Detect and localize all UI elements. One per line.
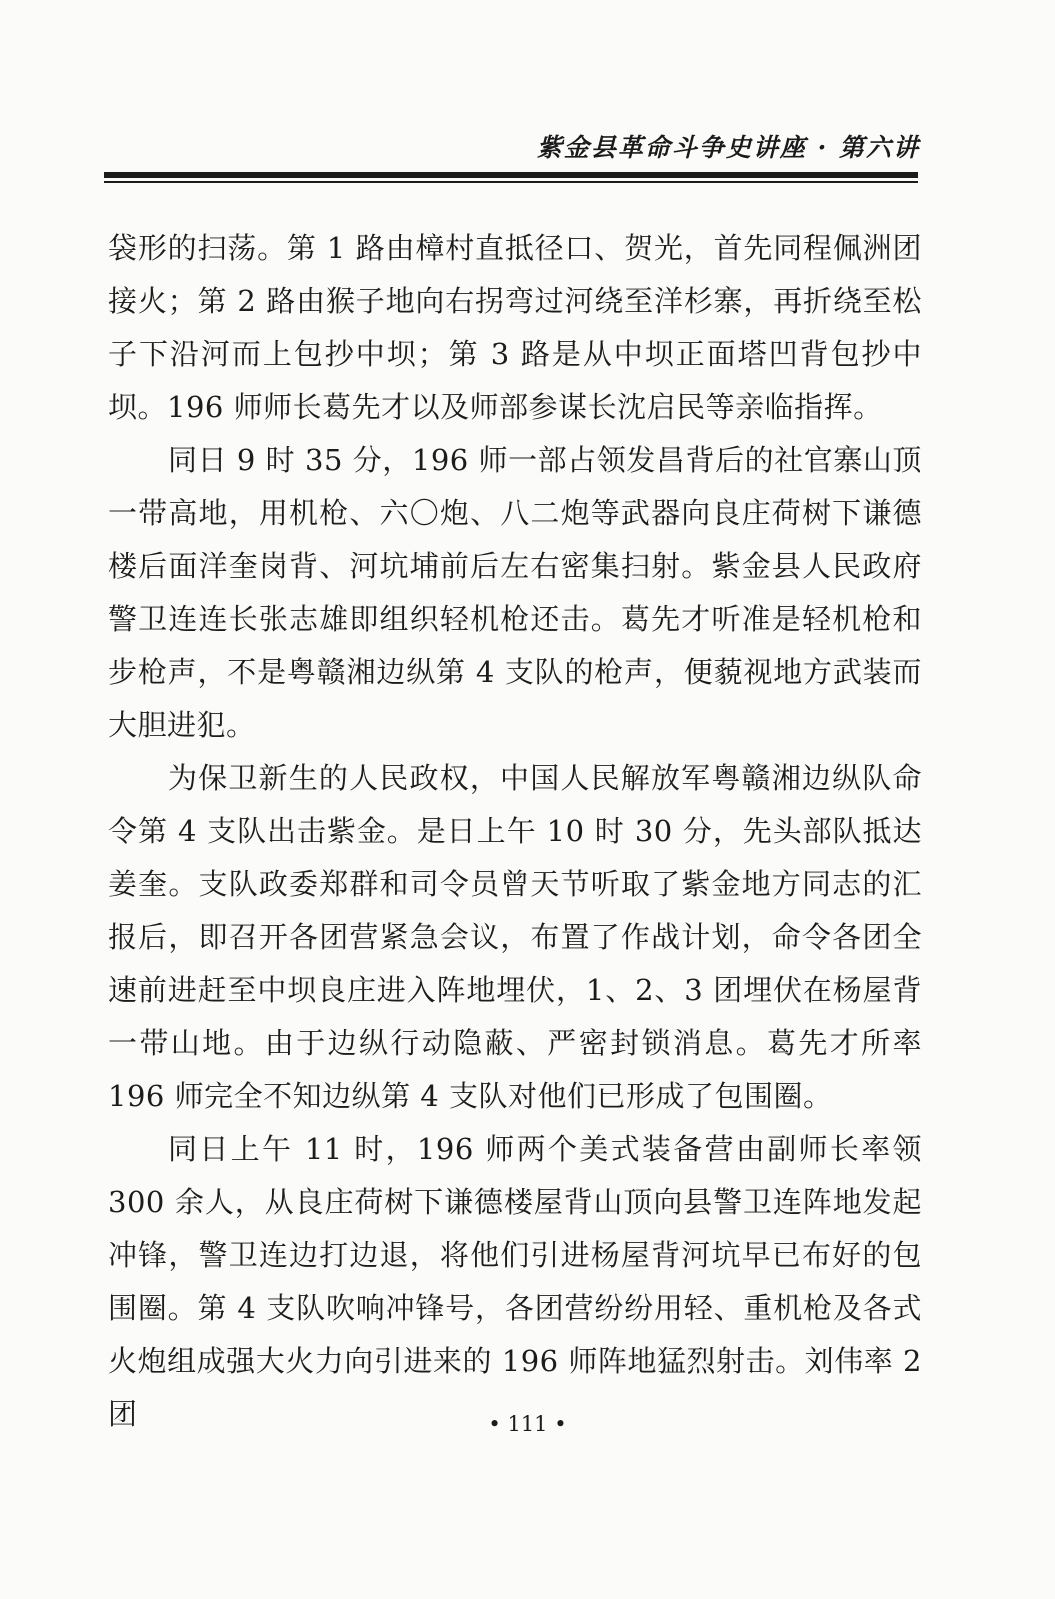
paragraph-1: 袋形的扫荡。第 1 路由樟村直抵径口、贺光，首先同程佩洲团接火；第 2 路由猴子地向右拐弯过河绕至洋杉寨，再折绕至松子下沿河而上包抄中坝；第 3 路是从中坝正面塔凹背包抄中坝。196 师师长葛先才以及师部参谋长沈启民等亲临指挥。: [108, 231, 922, 424]
running-header-title: 紫金县革命斗争史讲座 · 第六讲: [536, 133, 920, 162]
paragraph-2: 同日 9 时 35 分，196 师一部占领发昌背后的社官寨山顶一带高地，用机枪、六〇炮、八二炮等武器向良庄荷树下谦德楼后面洋奎岗背、河坑埔前后左右密集扫射。紫金县人民政府警卫连连长张志雄即组织轻机枪还击。葛先才听准是轻机枪和步枪声，不是粤赣湘边纵第 4 支队的枪声，便藐视地方武装而大胆进犯。: [108, 443, 922, 742]
paragraph-3: 为保卫新生的人民政权，中国人民解放军粤赣湘边纵队命令第 4 支队出击紫金。是日上午 10 时 30 分，先头部队抵达姜奎。支队政委郑群和司令员曾天节听取了紫金地方同志的汇报后，即召开各团营紧急会议，布置了作战计划，命令各团全速前进赶至中坝良庄进入阵地埋伏，1、2、3 团埋伏在杨屋背一带山地。由于边纵行动隐蔽、严密封锁消息。葛先才所率 196 师完全不知边纵第 4 支队对他们已形成了包围圈。: [108, 761, 922, 1113]
page-number: • 111 •: [488, 1412, 567, 1436]
header-rule-thin: [104, 181, 918, 183]
paragraph-4: 同日上午 11 时，196 师两个美式装备营由副师长率领 300 余人，从良庄荷树下谦德楼屋背山顶向县警卫连阵地发起冲锋，警卫连边打边退，将他们引进杨屋背河坑早已布好的包围圈。第 4 支队吹响冲锋号，各团营纷纷用轻、重机枪及各式火炮组成强大火力向引进来的 196 师阵地猛烈射击。刘伟率 2 团: [108, 1132, 922, 1431]
header-rule-thick: [104, 172, 918, 178]
body-text: [108, 222, 922, 1441]
